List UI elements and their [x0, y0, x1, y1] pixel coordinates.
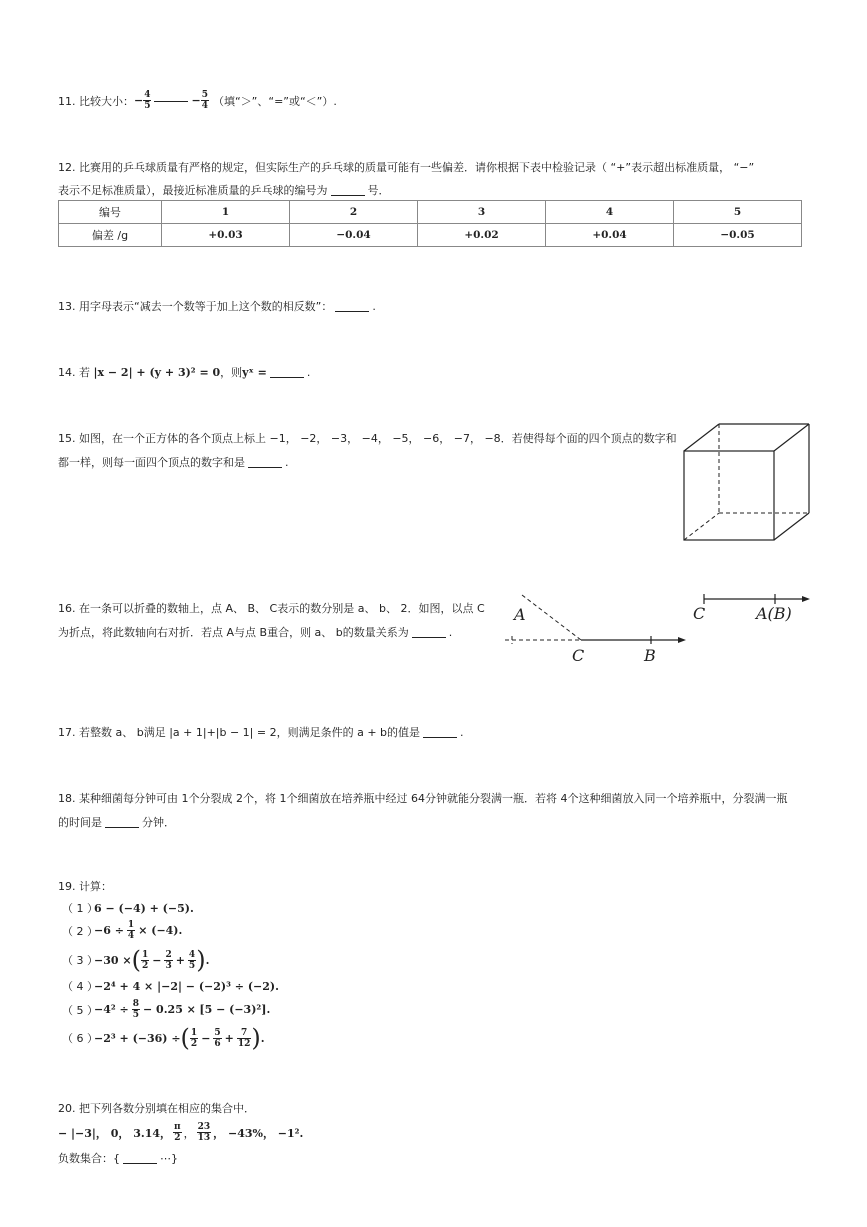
q20-title: 20. 把下列各数分别填在相应的集合中．	[58, 1102, 255, 1115]
table-cell: +0.03	[162, 224, 290, 247]
q14-power: yˣ =	[242, 366, 267, 379]
calc-5: （ 5 ） −4² ÷ $\frac{8}{5}$ − 0.25 × [5 − (−3)²].	[62, 999, 271, 1020]
question-17: 17. 若整数 a、 b满足 |a + 1|+|b − 1| = 2，则满足条件的 a + b的值是 .	[58, 726, 464, 739]
q11-neg1: −	[134, 94, 144, 107]
table-cell: 3	[418, 201, 546, 224]
question-14: 14. 若 |x − 2| + (y + 3)² = 0，则yˣ = .	[58, 366, 311, 379]
answer-blank	[154, 100, 188, 102]
q11-suffix: （填“＞”、“=”或“＜”）.	[212, 94, 337, 108]
q20-numbers: − |−3|， 0， 3.14， $\frac{\pi}{2}$ ， $\frac{23}{13}$ ， −43%， −1².	[58, 1122, 304, 1143]
calc-1: （ 1 ） 6 − (−4) + (−5).	[62, 901, 194, 915]
q11-fraction-1: $\frac{4}{5}$	[144, 90, 151, 111]
calc-6: （ 6 ） −2³ + (−36) ÷ ( $\frac{1}{2}$ − $\frac{5}{6}$ + $\frac{7}{12}$ ) .	[62, 1024, 265, 1052]
negative-number-set: 负数集合：{ ⋯}	[58, 1152, 178, 1165]
table-row	[59, 201, 802, 224]
label-A-B: A(B)	[756, 604, 792, 623]
table-cell: −0.05	[674, 224, 802, 247]
q18-line2: 的时间是 分钟．	[58, 816, 175, 829]
q16-line1: 16. 在一条可以折叠的数轴上，点 A、 B、 C表示的数分别是 a、 b、 2．如图，以点 C	[58, 602, 485, 615]
q12-line2: 表示不足标准质量），最接近标准质量的乒乓球的编号为 号．	[58, 184, 390, 197]
q11-neg2: −	[191, 94, 201, 107]
q12-line1: 12. 比赛用的乒乓球质量有严格的规定，但实际生产的乒乓球的质量可能有一些偏差．请你根据下表中检验记录（ “+”表示超出标准质量， “−”	[58, 161, 755, 174]
table-cell: 2	[290, 201, 418, 224]
question-13: 13. 用字母表示“减去一个数等于加上这个数的相反数”： .	[58, 300, 376, 313]
calc-4: （ 4 ） −2⁴ + 4 × |−2| − (−2)³ ÷ (−2).	[62, 979, 279, 993]
calc-3: （ 3 ） −30 × ( $\frac{1}{2}$ − $\frac{2}{3}$ + $\frac{4}{5}$ ) .	[62, 946, 210, 974]
label-A: A	[514, 605, 526, 624]
q15-line2: 都一样，则每一面四个顶点的数字和是 .	[58, 456, 289, 469]
question-11	[58, 90, 337, 111]
table-cell: 4	[546, 201, 674, 224]
table-cell: −0.04	[290, 224, 418, 247]
label-B: B	[644, 646, 656, 665]
q11-fraction-2: $\frac{5}{4}$	[201, 90, 208, 111]
label-C-folded: C	[693, 604, 706, 623]
label-C: C	[572, 646, 585, 665]
table-row	[59, 224, 802, 247]
table-cell: 1	[162, 201, 290, 224]
table-cell: +0.02	[418, 224, 546, 247]
table-cell: 5	[674, 201, 802, 224]
q18-line1: 18. 某种细菌每分钟可由 1个分裂成 2个，将 1个细菌放在培养瓶中经过 64分钟就能分裂满一瓶．若将 4个这种细菌放入同一个培养瓶中，分裂满一瓶	[58, 792, 788, 805]
cube-figure	[680, 420, 815, 545]
q19-title: 19. 计算：	[58, 880, 112, 893]
calc-2: （ 2 ） −6 ÷ $\frac{1}{4}$ × (−4).	[62, 920, 183, 941]
table-cell: +0.04	[546, 224, 674, 247]
q14-equation: |x − 2| + (y + 3)² = 0	[93, 366, 221, 379]
folded-number-line-figure	[500, 585, 820, 665]
header-deviation: 偏差 /g	[59, 224, 162, 247]
q15-line1: 15. 如图，在一个正方体的各个顶点上标上 −1， −2， −3， −4， −5， −6， −7， −8．若使得每个面的四个顶点的数字和	[58, 432, 677, 445]
q11-prefix: 11. 比较大小：	[58, 94, 134, 108]
header-id: 编号	[59, 201, 162, 224]
deviation-table	[58, 200, 802, 247]
q16-line2: 为折点，将此数轴向右对折．若点 A与点 B重合，则 a、 b的数量关系为 .	[58, 626, 453, 639]
